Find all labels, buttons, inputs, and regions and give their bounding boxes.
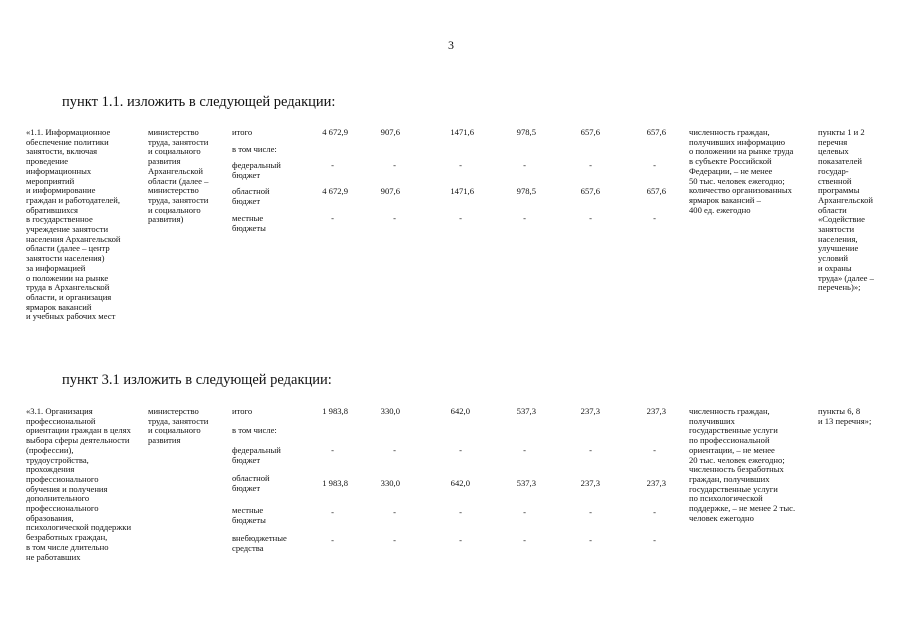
value-total-2016: 537,3: [516, 406, 536, 416]
source-regional: областной бюджет: [232, 473, 270, 493]
source-total: итого: [232, 406, 253, 416]
value-local-2016: -: [523, 213, 526, 223]
section-heading-3-1: пункт 3.1 изложить в следующей редакции:: [62, 372, 332, 388]
indicator-reference: пункты 1 и 2 перечня целевых показателей государ- ственной программы Архангельской области «Содействие занятости населения, улучшение условий и охраны труда» (далее – перечень)»;: [818, 127, 874, 293]
value-regional-2016: 978,5: [516, 186, 536, 196]
value-extra-2015: -: [459, 535, 462, 545]
value-federal-2014: -: [393, 445, 396, 455]
value-total-2016: 978,5: [516, 127, 536, 137]
source-extrabudgetary: внебюджетные средства: [232, 533, 287, 553]
value-federal-all: -: [331, 160, 334, 170]
value-regional-2017: 237,3: [580, 478, 600, 488]
section-heading-1-1: пункт 1.1. изложить в следующей редакции:: [62, 94, 336, 110]
value-federal-2016: -: [523, 445, 526, 455]
value-regional-2015: 642,0: [450, 478, 470, 488]
executor: министерство труда, занятости и социального развития: [148, 406, 209, 446]
value-local-2017: -: [589, 507, 592, 517]
value-extra-2014: -: [393, 535, 396, 545]
value-local-2018: -: [653, 213, 656, 223]
value-extra-2016: -: [523, 535, 526, 545]
value-regional-2015: 1471,6: [450, 186, 474, 196]
measure-name: «1.1. Информационное обеспечение политики занятости, включая проведение информационных мероприятий и информирование граждан и работодателей, обратившихся в государственное учреждение занятости населения Архангельской области (далее – центр занятости населения) за информацией о положении на рынке труда в Архангельской области, и организация ярмарок вакансий и учебных рабочих мест: [26, 127, 121, 322]
value-total-2018: 237,3: [646, 406, 666, 416]
measure-name: «3.1. Организация профессиональной ориентации граждан в целях выбора сферы деятельности (профессии), трудоустройства, прохождения профессионального обучения и получения дополнительного профессионального образования, психологической поддержки безработных граждан, в том числе длительно не работавших: [26, 406, 132, 562]
value-total-2017: 237,3: [580, 406, 600, 416]
source-including: в том числе:: [232, 425, 277, 435]
value-local-2016: -: [523, 507, 526, 517]
value-regional-2016: 537,3: [516, 478, 536, 488]
executor: министерство труда, занятости и социального развития Архангельской области (далее – министерство труда, занятости и социального развития): [148, 127, 209, 225]
source-local: местные бюджеты: [232, 213, 266, 233]
source-total: итого: [232, 127, 253, 137]
value-regional-2018: 657,6: [646, 186, 666, 196]
value-local-2017: -: [589, 213, 592, 223]
value-total-all: 4 672,9: [322, 127, 348, 137]
value-total-2015: 1471,6: [450, 127, 474, 137]
value-regional-2018: 237,3: [646, 478, 666, 488]
value-local-2014: -: [393, 213, 396, 223]
value-local-all: -: [331, 507, 334, 517]
value-regional-2017: 657,6: [580, 186, 600, 196]
value-total-all: 1 983,8: [322, 406, 348, 416]
target-indicator: численность граждан, получивших информацию о положении на рынке труда в субъекте Российской Федерации, – не менее 50 тыс. человек ежегодно; количество организованных ярмарок вакансий – 400 ед. ежегодно: [689, 127, 794, 215]
value-regional-all: 4 672,9: [322, 186, 348, 196]
value-extra-2017: -: [589, 535, 592, 545]
source-regional: областной бюджет: [232, 186, 270, 206]
value-federal-2018: -: [653, 445, 656, 455]
value-local-2015: -: [459, 507, 462, 517]
value-local-2018: -: [653, 507, 656, 517]
value-total-2015: 642,0: [450, 406, 470, 416]
value-federal-2017: -: [589, 160, 592, 170]
value-extra-2018: -: [653, 535, 656, 545]
source-including: в том числе:: [232, 144, 277, 154]
value-federal-2015: -: [459, 160, 462, 170]
page-number: 3: [448, 38, 454, 52]
value-total-2018: 657,6: [646, 127, 666, 137]
value-total-2014: 907,6: [380, 127, 400, 137]
indicator-reference: пункты 6, 8 и 13 перечня»;: [818, 406, 872, 426]
value-federal-2014: -: [393, 160, 396, 170]
value-regional-2014: 907,6: [380, 186, 400, 196]
value-total-2017: 657,6: [580, 127, 600, 137]
value-federal-all: -: [331, 445, 334, 455]
value-federal-2015: -: [459, 445, 462, 455]
value-regional-all: 1 983,8: [322, 478, 348, 488]
value-total-2014: 330,0: [380, 406, 400, 416]
value-local-all: -: [331, 213, 334, 223]
value-federal-2016: -: [523, 160, 526, 170]
source-federal: федеральный бюджет: [232, 160, 281, 180]
source-federal: федеральный бюджет: [232, 445, 281, 465]
value-regional-2014: 330,0: [380, 478, 400, 488]
target-indicator: численность граждан, получивших государственные услуги по профессиональной ориентации, – не менее 20 тыс. человек ежегодно; численность безработных граждан, получивших государственные услуги по психологической поддержке, – не менее 2 тыс. человек ежегодно: [689, 406, 796, 523]
value-federal-2018: -: [653, 160, 656, 170]
value-local-2014: -: [393, 507, 396, 517]
source-local: местные бюджеты: [232, 505, 266, 525]
value-local-2015: -: [459, 213, 462, 223]
value-extra-all: -: [331, 535, 334, 545]
value-federal-2017: -: [589, 445, 592, 455]
